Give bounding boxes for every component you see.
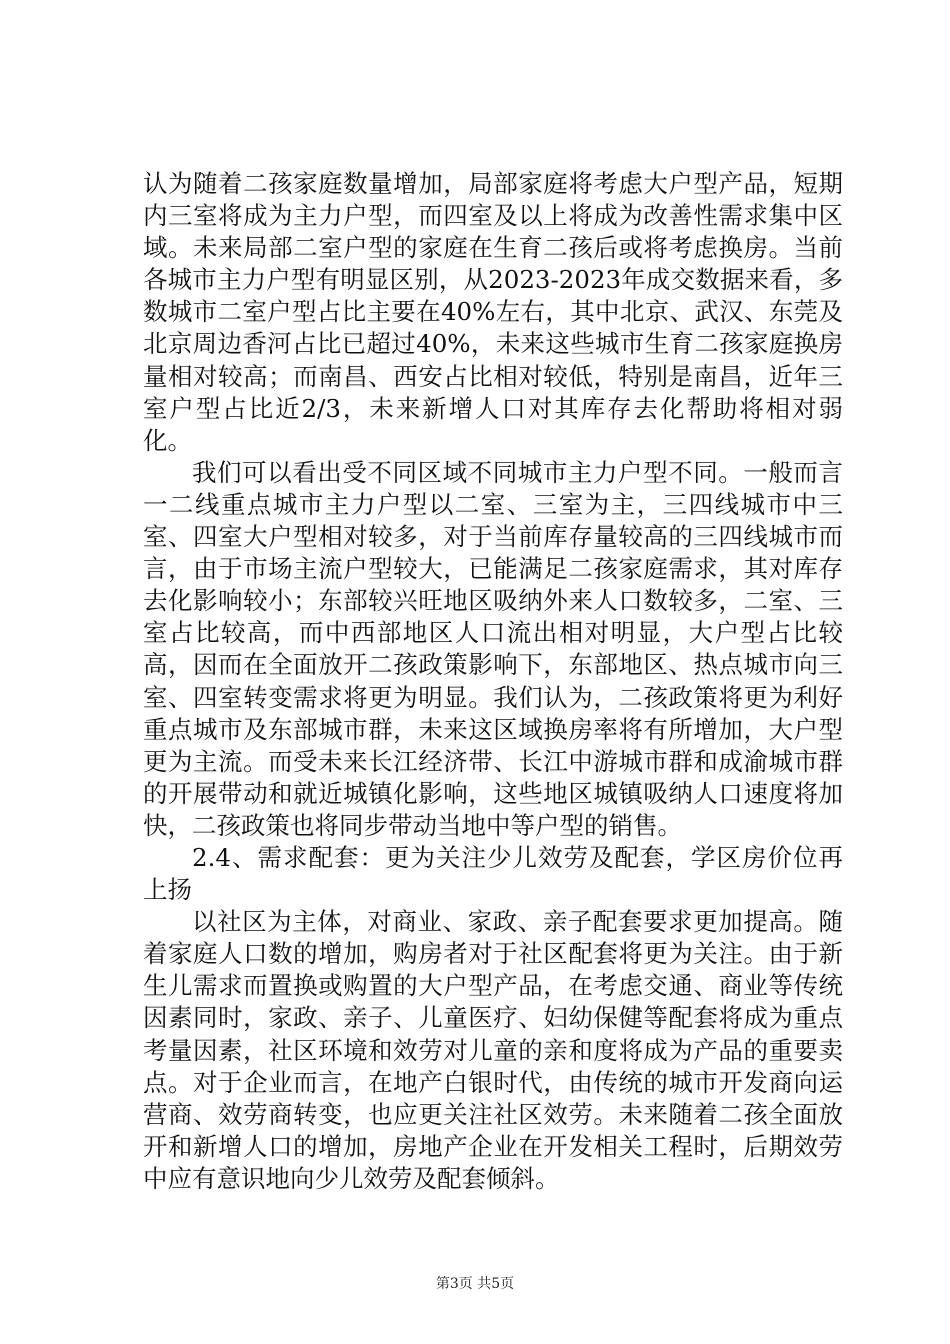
paragraph-community-facilities: 以社区为主体，对商业、家政、亲子配套要求更加提高。随着家庭人口数的增加，购房者对于社区配套将更为关注。由于新生儿需求而置换或购置的大户型产品，在考虑交通、商业等传统因素同时，家政、亲子、儿童医疗、妇幼保健等配套将成为重点考量因素，社区环境和效劳对儿童的亲和度将成为产品的重要卖点。对于企业而言，在地产白银时代，由传统的城市开发商向运营商、效劳商转变，也应更关注社区效劳。未来随着二孩全面放开和新增人口的增加，房地产企业在开发相关工程时，后期效劳中应有意识地向少儿效劳及配套倾斜。 xyxy=(143,907,843,1193)
document-body xyxy=(143,168,843,1195)
section-heading-demand-facilities: 2.4、需求配套：更为关注少儿效劳及配套，学区房价位再上扬 xyxy=(143,842,843,905)
paragraph-regional-differences: 我们可以看出受不同区域不同城市主力户型不同。一般而言一二线重点城市主力户型以二室、三室为主，三四线城市中三室、四室大户型相对较多，对于当前库存量较高的三四线城市而言，由于市场主流户型较大，已能满足二孩家庭需求，其对库存去化影响较小；东部较兴旺地区吸纳外来人口数较多，二室、三室占比较高，而中西部地区人口流出相对明显，大户型占比较高，因而在全面放开二孩政策影响下，东部地区、热点城市向三室、四室转变需求将更为明显。我们认为，二孩政策将更为利好重点城市及东部城市群，未来这区域换房率将有所增加，大户型更为主流。而受未来长江经济带、长江中游城市群和成渝城市群的开展带动和就近城镇化影响，这些地区城镇吸纳人口速度将加快，二孩政策也将同步带动当地中等户型的销售。 xyxy=(143,457,843,840)
page-footer: 第3页 共5页 xyxy=(435,1276,515,1292)
paragraph-household-types: 认为随着二孩家庭数量增加，局部家庭将考虑大户型产品，短期内三室将成为主力户型，而四室及以上将成为改善性需求集中区域。未来局部二室户型的家庭在生育二孩后或将考虑换房。当前各城市主力户型有明显区别，从2023-2023年成交数据来看，多数城市二室户型占比主要在40%左右，其中北京、武汉、东莞及北京周边香河占比已超过40%，未来这些城市生育二孩家庭换房量相对较高；而南昌、西安占比相对较低，特别是南昌，近年三室户型占比近2/3，未来新增人口对其库存去化帮助将相对弱化。 xyxy=(143,169,843,455)
